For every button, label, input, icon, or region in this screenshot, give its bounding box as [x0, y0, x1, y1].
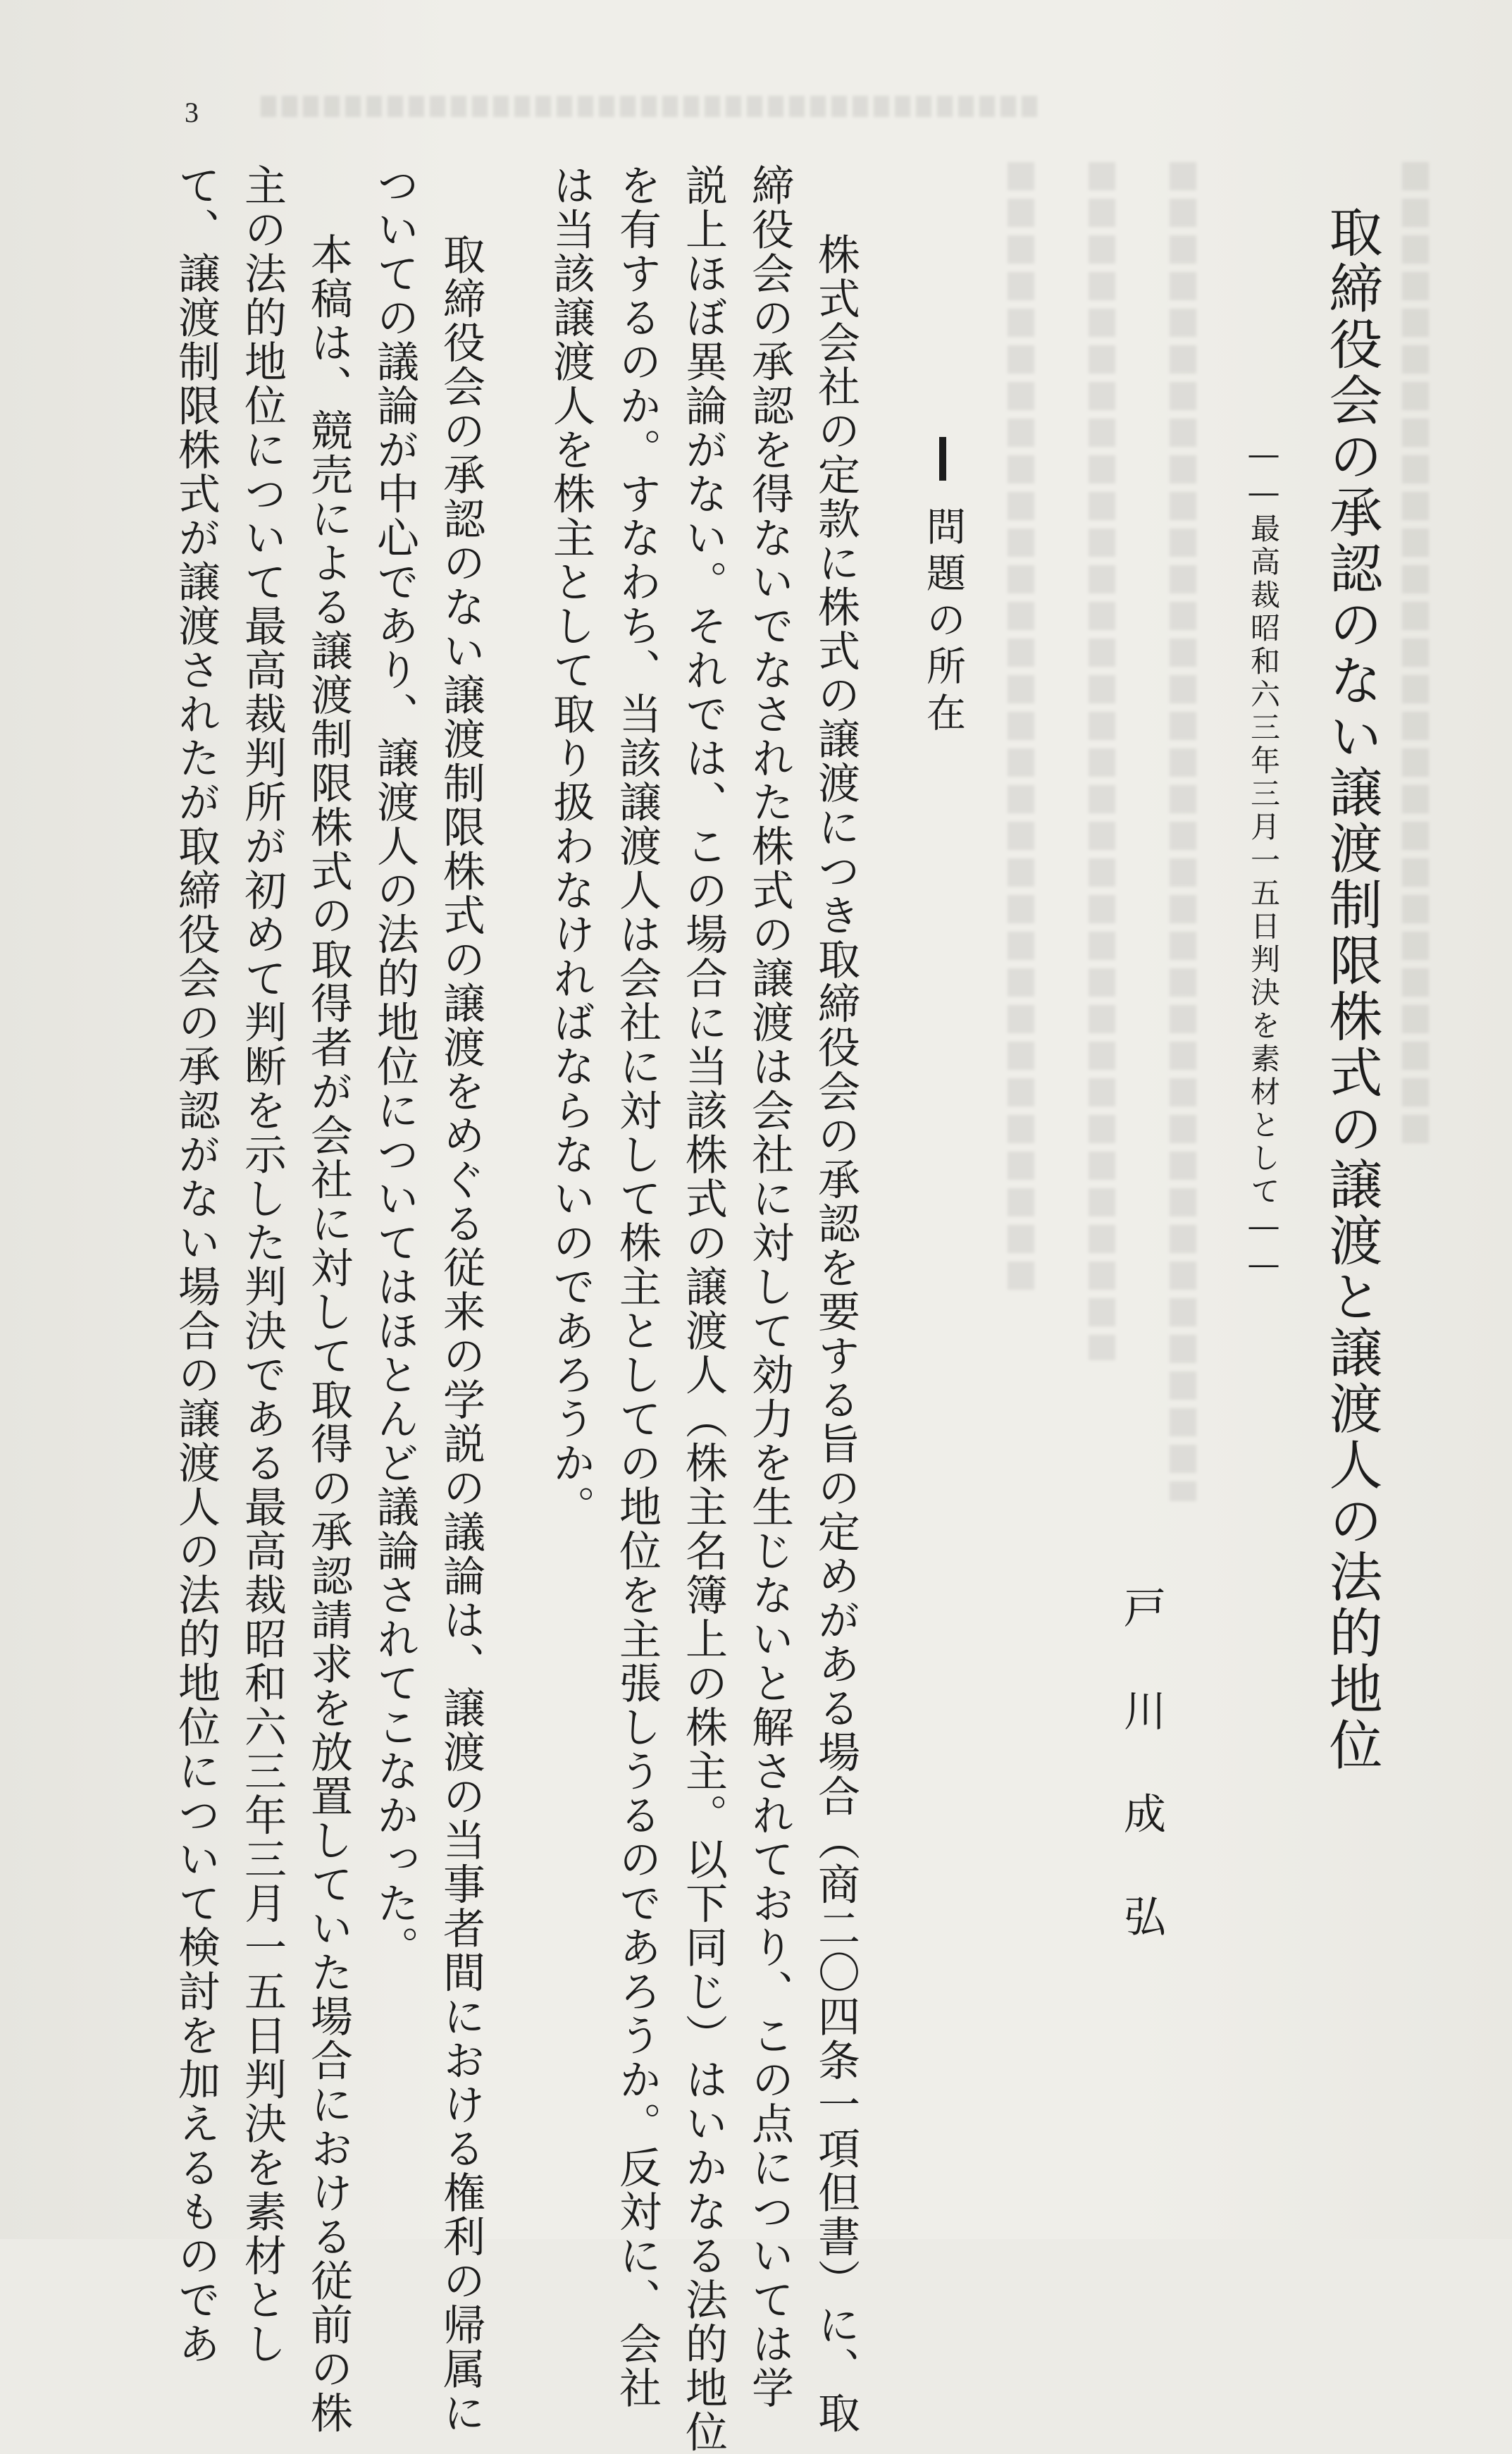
body-line: を有するのか。すなわち、当該譲渡人は会社に対して株主としての地位を主張しうるのであろうか。反対に、会社	[612, 164, 662, 2410]
body-line: 締役会の承認を得ないでなされた株式の譲渡は会社に対して効力を生じないと解されており、この点については学	[745, 164, 794, 2410]
show-through-running-head	[261, 96, 1043, 117]
body-line: 株式会社の定款に株式の譲渡につき取締役会の承認を要する旨の定めがある場合（商二〇四条一項但書）に、取	[811, 233, 860, 2435]
section-heading-text: 問題の所在	[920, 506, 966, 739]
body-line: 主の法的地位について最高裁判所が初めて判断を示した判決である最高裁昭和六三年三月一五日判決を素材とし	[237, 164, 287, 2366]
page-number: 3	[185, 97, 199, 128]
section-number-mark	[939, 437, 946, 481]
show-through-text	[1089, 162, 1115, 1360]
show-through-text	[1008, 162, 1034, 1290]
body-line: 取締役会の承認のない譲渡制限株式の譲渡をめぐる従来の学説の議論は、譲渡の当事者間における権利の帰属に	[436, 233, 485, 2435]
article-title: 取締役会の承認のない譲渡制限株式の譲渡と譲渡人の法的地位	[1320, 204, 1383, 1773]
body-line: は当該譲渡人を株主として取り扱わなければならないのであろうか。	[546, 164, 595, 1529]
body-line: 説上ほぼ異論がない。それでは、この場合に当該株式の譲渡人（株主名簿上の株主。以下同じ）はいかなる法的地位	[678, 164, 728, 2454]
article-subtitle: ――最高裁昭和六三年三月一五日判決を素材として――	[1246, 437, 1281, 1285]
body-line: 本稿は、競売による譲渡制限株式の取得者が会社に対して取得の承認請求を放置していた場合における従前の株	[304, 233, 353, 2435]
show-through-text	[1170, 162, 1196, 1501]
body-line: ついての議論が中心であり、譲渡人の法的地位についてはほとんど議論されてこなかった。	[370, 164, 419, 1970]
author-name: 戸川成弘	[1117, 1586, 1166, 1997]
section-heading	[920, 437, 966, 739]
show-through-text	[1402, 162, 1429, 1149]
body-line: て、譲渡制限株式が譲渡されたが取締役会の承認がない場合の譲渡人の法的地位について検討を加えるものであ	[171, 164, 221, 2366]
